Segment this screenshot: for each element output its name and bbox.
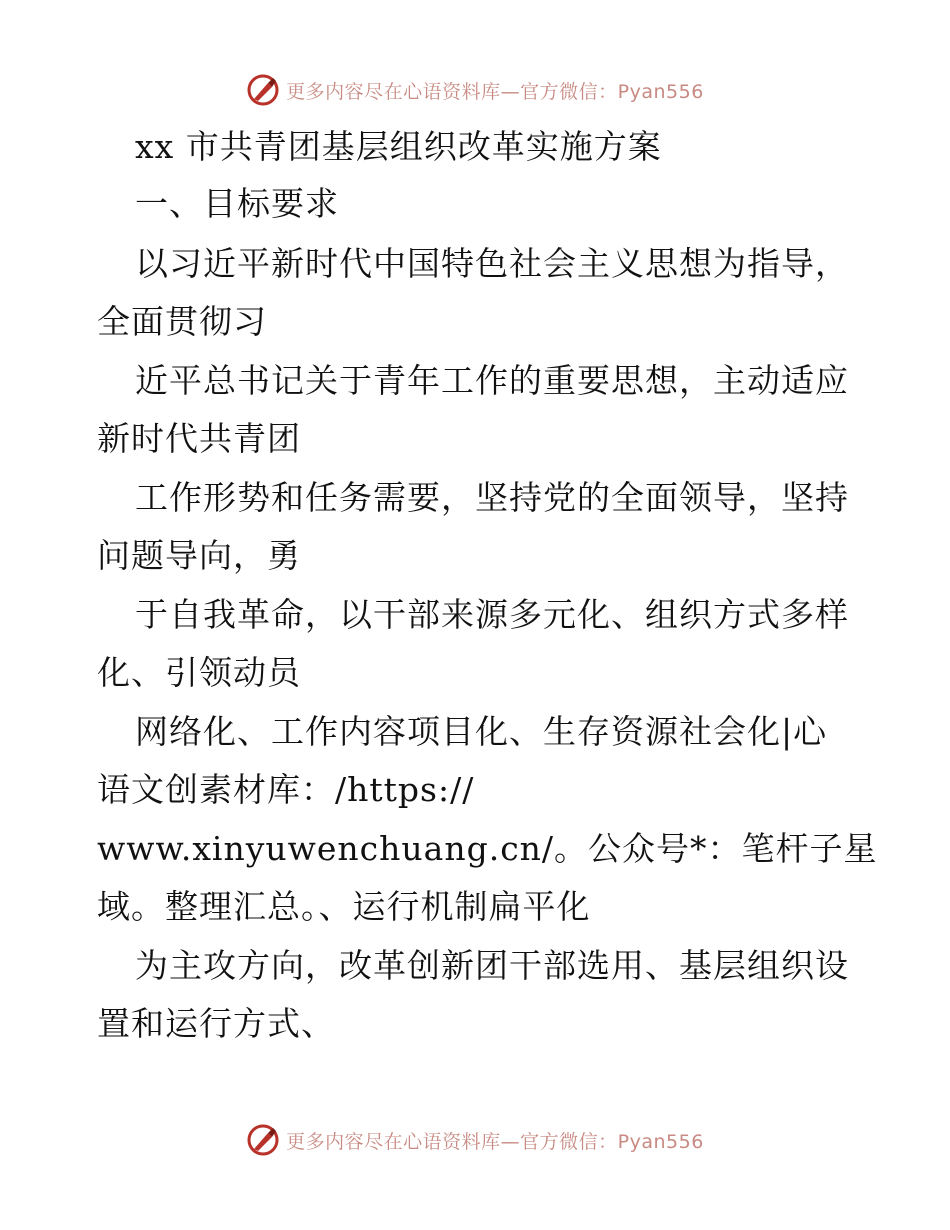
- pen-nib-seal-icon: [246, 73, 280, 107]
- body-line: 于自我革命，以干部来源多元化、组织方式多样: [135, 595, 849, 634]
- body-line: 语文创素材库：/https://: [97, 770, 475, 809]
- body-line: 化、引领动员: [97, 653, 301, 692]
- section-heading: 一、目标要求: [135, 184, 339, 223]
- body-line: 置和运行方式、: [97, 1004, 335, 1043]
- body-line: 近平总书记关于青年工作的重要思想，主动适应: [135, 361, 849, 400]
- body-line: 为主攻方向，改革创新团干部选用、基层组织设: [135, 946, 849, 985]
- header-banner: [0, 70, 950, 110]
- body-line: 工作形势和任务需要，坚持党的全面领导，坚持: [135, 478, 849, 517]
- body-line: 网络化、工作内容项目化、生存资源社会化|心: [135, 712, 828, 751]
- footer-banner-text: 更多内容尽在心语资料库—官方微信：Pyan556: [286, 1130, 704, 1153]
- body-line: 问题导向，勇: [97, 536, 301, 575]
- body-line: 新时代共青团: [97, 419, 301, 458]
- body-line: 以习近平新时代中国特色社会主义思想为指导，: [135, 244, 849, 283]
- document-title: xx 市共青团基层组织改革实施方案: [135, 127, 662, 166]
- body-line: www.xinyuwenchuang.cn/。公众号*：笔杆子星: [97, 829, 878, 868]
- footer-banner: [0, 1120, 950, 1160]
- pen-nib-seal-icon: [246, 1123, 280, 1157]
- body-line: 域。整理汇总。、运行机制扁平化: [97, 887, 591, 926]
- header-banner-text: 更多内容尽在心语资料库—官方微信：Pyan556: [286, 80, 704, 103]
- body-line: 全面贯彻习: [97, 302, 267, 341]
